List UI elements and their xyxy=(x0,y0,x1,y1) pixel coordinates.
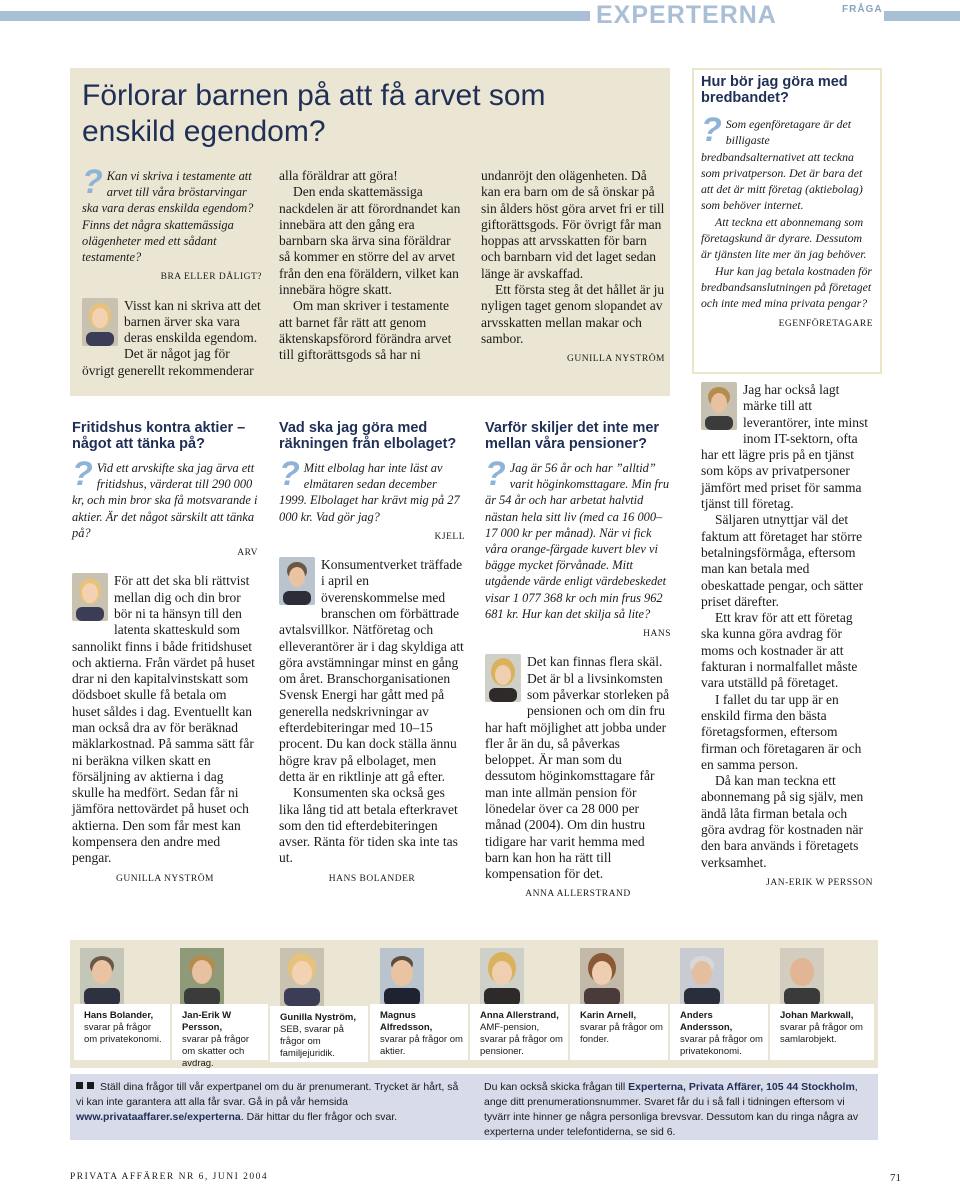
expert-role: svarar på frågor om privatekonomi. xyxy=(84,1022,162,1045)
expert-name: Anders Andersson, xyxy=(680,1010,733,1033)
main-article-col2 xyxy=(279,168,465,364)
pensioner-question: ? Jag är 56 år och har ”alltid” varit höginkomsttagare. Min fru är 54 år och har arbetat halvtid nästan hela sitt liv (med ca 16 000–17 000 kr per månad). När vi fick våra orange-färgade kuvert blev vi bägge mycket förvånade. Mitt utgående värde enligt värdebeskedet visar 1 077 368 kr och min frus 962 681 kr. Hur kan det skilja så lite? xyxy=(485,455,670,621)
elbolaget-title: Vad ska jag göra med räkningen från elbolaget? xyxy=(279,420,457,452)
main-answer-part2: alla föräldrar att göra! xyxy=(279,168,398,183)
pensioner-answer: Det kan finnas flera skäl. Det är bl a livsinkomsten som påverkar storleken på pensionen och om din fru har haft möjlighet att jobba under fler år än du, så påverkas beloppet. Är man som du dessutom höginkomsttagare får man inte allmän pension för lönedelar över ca 28 000 per månad (2004). Om din hustru tidigare har varit hemma med barn kan hon ha rätt till kompensation för det. xyxy=(485,654,670,882)
expert-name: Anna Allerstrand, xyxy=(480,1010,559,1021)
website-link[interactable]: www.privataaffarer.se/experterna xyxy=(76,1111,241,1123)
expert-photo-2 xyxy=(180,948,224,1006)
expert-portrait-icon xyxy=(485,654,521,702)
question-mark-icon: ? xyxy=(701,111,722,149)
bredband-title: Hur bör jag göra med bredbandet? xyxy=(701,74,848,106)
fritidshus-question-signature: ARV xyxy=(237,548,258,559)
expert-name: Karin Arnell, xyxy=(580,1010,637,1021)
expert-card-6 xyxy=(570,1004,668,1060)
square-bullet-icon xyxy=(87,1082,94,1089)
expert-card-1 xyxy=(74,1004,170,1060)
expert-photo-3 xyxy=(280,948,324,1006)
elbolaget-answer-part1: Konsumentverket träffade i april en överenskommelse med branschen om förbättrade avtalsvillkor. Nätföretag och elleverantörer är i dag skyldiga att göra avstämningar minst en gång om året. Branschorganisationen Svensk Energi har gått med på generella nedskrivningar av efterdebiteringar med 10–15 procent. Du kan dock ställa ännu högre krav på elbolaget, men detta är en riktlinje att gå efter. xyxy=(279,557,464,784)
main-answer-part3: Den enda skattemässiga nackdelen är att förordnandet kan innebära att den gång era barnbarn ska ärva sina föräldrar så kommer en större del av arvet från den ena föräldern, vilket kan innebära högre skatt. xyxy=(279,184,461,298)
pensioner-answer-signature: ANNA ALLERSTRAND xyxy=(525,889,631,900)
bredband-answer-part1: Jag har också lagt märke till att leverantörer, inte minst inom IT-sektorn, ofta har ett lägre pris på en tjänst som köps av privatpersoner jämfört med priset för samma tjänst till företag. xyxy=(701,382,869,512)
expert-card-7 xyxy=(670,1004,768,1060)
elbolaget-question-signature: KJELL xyxy=(434,531,465,542)
fritidshus-article xyxy=(72,420,258,887)
pensioner-article xyxy=(485,420,671,903)
main-article-title: Förlorar barnen på att få arvet som enskild egendom? xyxy=(82,79,546,148)
expert-photo-7 xyxy=(680,948,724,1006)
info-left: Ställ dina frågor till vår expertpanel om du är prenumerant. Trycket är hårt, så vi kan inte garantera att alla får svar. Gå in på vår hemsida www.privataaffarer.se/experterna. Där hittar du fler frågor och svar. xyxy=(76,1081,459,1123)
question-mark-icon: ? xyxy=(279,455,300,493)
bredband-answer-part2: Säljaren utnyttjar väl det faktum att företaget har större betalningsförmåga, eftersom man kan betala med obeskattade pengar, och sätter priset därefter. xyxy=(701,512,864,609)
bredband-answer xyxy=(701,382,873,891)
fritidshus-answer: För att det ska bli rättvist mellan dig och din bror bör ni ta hänsyn till den latenta skatteskuld som sannolikt finns i både fritidshuset och aktierna. Från värdet på huset drar ni den kapitalvinstskatt som dödsboet skulle få betala om huset såldes i dag. Eventuellt kan man också dra av för beräknad mäklarkostnad. På samma sätt får ni beräkna vilken skatt en försäljning av aktierna i dag skulle ha medfört. Sedan får ni jämföra nettovärdet på huset och aktierna. Den som får mest kan kompensera den andre med pengar. xyxy=(72,573,255,866)
expert-role: svarar på frågor om fonder. xyxy=(580,1022,663,1045)
main-answer-part4: Om man skriver i testamente att barnet får rätt att genom äktenskapsförord förändra arvet till giftorättsgods så har ni xyxy=(279,298,452,363)
expert-role: svarar på frågor om samlarobjekt. xyxy=(780,1022,863,1045)
main-article-col1 xyxy=(82,163,262,379)
bredband-answer-signature: JAN-ERIK W PERSSON xyxy=(766,877,873,888)
expert-card-5 xyxy=(470,1004,568,1060)
fritidshus-answer-signature: GUNILLA NYSTRÖM xyxy=(115,873,214,884)
expert-portrait-icon xyxy=(701,382,737,430)
expert-role: SEB, svarar på frågor om familjejuridik. xyxy=(280,1024,344,1059)
main-answer-part5: undanröjt den olägenheten. Då kan era barn om de så önskar på sin ålders höst göra arvet fri er till giftorättsgods. För övrigt får man hoppas att arvsskatten för barn och barnbarn vid det laget sedan länge är avskaffad. xyxy=(481,168,665,281)
expert-name: Hans Bolander, xyxy=(84,1010,154,1021)
pensioner-question-signature: HANS xyxy=(643,629,671,640)
publication-footer: PRIVATA AFFÄRER NR 6, JUNI 2004 xyxy=(70,1172,269,1182)
main-answer-part1: Visst kan ni skriva att det barnen ärver ska vara deras enskilda egendom. Det är något jag för övrigt generellt rekommenderar xyxy=(82,297,261,378)
expert-role: svarar på frågor om aktier. xyxy=(380,1034,463,1057)
expert-role: AMF-pension, svarar på frågor om pensioner. xyxy=(480,1022,563,1057)
expert-portrait-icon xyxy=(72,573,108,621)
expert-card-3 xyxy=(270,1006,368,1062)
expert-photo-1 xyxy=(80,948,124,1006)
postal-address: Experterna, Privata Affärer, 105 44 Stockholm xyxy=(628,1081,855,1093)
elbolaget-answer-part2: Konsumenten ska också ges lika lång tid att betala efterkravet som den tid efterdebiteringen avser. Ränta för tiden ska inte tas ut. xyxy=(279,785,458,866)
square-bullet-icon xyxy=(76,1082,83,1089)
bredband-question-signature: EGENFÖRETAGARE xyxy=(778,318,873,329)
expert-name: Jan-Erik W Persson, xyxy=(182,1010,232,1033)
main-question-signature: BRA ELLER DÅLIGT? xyxy=(160,272,262,283)
main-article-col3 xyxy=(481,168,665,368)
bredband-question-content xyxy=(701,74,873,332)
header-rule-right xyxy=(884,11,960,21)
bredband-question: ? Som egenföretagare är det billigaste bredbandsalternativet att teckna som privatperson. Det är bara det att det är mitt företag (aktiebolag) som behöver internet. Att teckna ett abonnemang som företagskund är dyrare. Dessutom är tjänsten lite mer än jag behöver. Hur kan jag betala kostnaden för bredbandsanslutningen på företaget och inte med mina privata pengar? xyxy=(701,111,872,311)
question-mark-icon: ? xyxy=(485,455,506,493)
expert-photo-6 xyxy=(580,948,624,1006)
fritidshus-title: Fritidshus kontra aktier – något att tänka på? xyxy=(72,420,246,452)
expert-card-2 xyxy=(172,1004,268,1069)
bredband-answer-part5: Då kan man teckna ett abonnemang på sig själv, men ändå låta firman betala och göra avdrag för kostnaden när den bara används i företagets verksamhet. xyxy=(701,773,864,870)
expert-name: Gunilla Nyström, xyxy=(280,1012,357,1023)
main-answer-signature: GUNILLA NYSTRÖM xyxy=(566,354,665,365)
expert-role: svarar på frågor om skatter och avdrag. xyxy=(182,1034,250,1069)
expert-card-8 xyxy=(770,1004,874,1060)
section-tag: FRÅGA xyxy=(842,4,883,15)
expert-role: svarar på frågor om privatekonomi. xyxy=(680,1034,763,1057)
elbolaget-question: ? Mitt elbolag har inte läst av elmätaren sedan december 1999. Elbolaget har krävt mig på 27 000 kr. Vad gör jag? xyxy=(279,455,460,524)
expert-name: Johan Markwall, xyxy=(780,1010,854,1021)
fritidshus-question: ? Vid ett arvskifte ska jag ärva ett fritidshus, värderat till 290 000 kr, och min bror ska få motsvarande i aktier. Är det något särskilt att tänka på? xyxy=(72,455,258,540)
expert-photo-4 xyxy=(380,948,424,1006)
section-title: EXPERTERNA xyxy=(596,1,777,29)
header-rule-left xyxy=(0,11,590,21)
expert-photo-8 xyxy=(780,948,824,1006)
expert-name: Magnus Alfredsson, xyxy=(380,1010,433,1033)
expert-photo-5 xyxy=(480,948,524,1006)
bredband-answer-part4: I fallet du tar upp är en enskild firma den bästa företagsformen, eftersom firman och företagaren är och en samma person. xyxy=(701,691,862,772)
info-right: Du kan också skicka frågan till Experterna, Privata Affärer, 105 44 Stockholm, ange ditt prenumerationsnummer. Svaret får du i så fall i tidningen eftersom vi tyvärr inte hinner ge några personliga brevsvar. Dessutom kan du ringa några av experterna under telefontiderna, se sid 6. xyxy=(484,1081,859,1138)
elbolaget-article xyxy=(279,420,465,887)
expert-portrait-icon xyxy=(82,298,118,346)
expert-card-4 xyxy=(370,1004,468,1060)
bredband-answer-part3: Ett krav för att ett företag ska kunna göra avdrag för moms och kostnader är att fakturan i normalfallet måste vara utställd på företaget. xyxy=(701,610,858,691)
main-question: ? Kan vi skriva i testamente att arvet till våra bröstarvingar ska vara deras enskilda egendom? Finns det några skattemässiga olägenheter med ett sådant testamente? xyxy=(82,163,254,265)
pensioner-title: Varför skiljer det inte mer mellan våra pensioner? xyxy=(485,420,660,452)
question-mark-icon: ? xyxy=(72,455,93,493)
page-number: 71 xyxy=(890,1172,901,1184)
question-mark-icon: ? xyxy=(82,163,103,201)
expert-portrait-icon xyxy=(279,557,315,605)
elbolaget-answer-signature: HANS BOLANDER xyxy=(328,873,416,884)
main-answer-part6: Ett första steg åt det hållet är ju nyligen taget genom slopandet av arvsskatten mellan makar och sambor. xyxy=(481,282,665,346)
